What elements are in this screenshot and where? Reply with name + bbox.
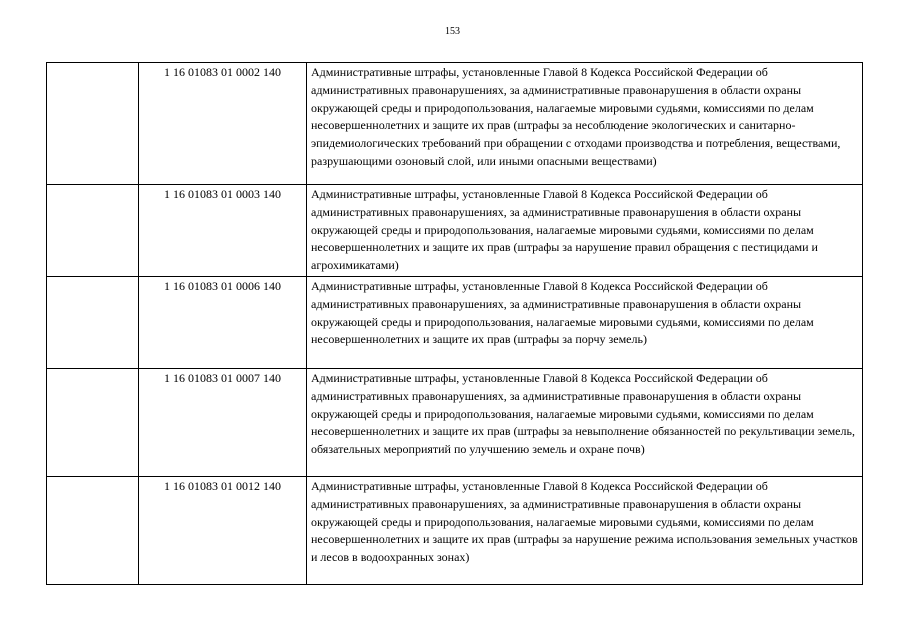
description-cell: Административные штрафы, установленные Главой 8 Кодекса Российской Федерации об административных правонарушениях, за административные правонарушения в области охраны окружающей среды и природопользования, налагаемые мировыми судьями, комиссиями по делам несовершеннолетних и защите их прав (штрафы за несоблюдение экологических и санитарно-эпидемиологических требований при обращении с отходами производства и потребления, веществами, разрушающими озоновый слой, или иными опасными веществами) — [307, 63, 863, 185]
admin-code-cell — [47, 185, 139, 277]
description-cell: Административные штрафы, установленные Главой 8 Кодекса Российской Федерации об административных правонарушениях, за административные правонарушения в области охраны окружающей среды и природопользования, налагаемые мировыми судьями, комиссиями по делам несовершеннолетних и защите их прав (штрафы за порчу земель) — [307, 277, 863, 369]
admin-code-cell — [47, 277, 139, 369]
table-row — [47, 63, 863, 185]
budget-code-table — [46, 62, 863, 585]
budget-code-cell: 1 16 01083 01 0002 140 — [139, 63, 307, 185]
admin-code-cell — [47, 477, 139, 585]
budget-code-cell: 1 16 01083 01 0012 140 — [139, 477, 307, 585]
budget-code-cell: 1 16 01083 01 0006 140 — [139, 277, 307, 369]
admin-code-cell — [47, 369, 139, 477]
budget-code-cell: 1 16 01083 01 0007 140 — [139, 369, 307, 477]
table-row — [47, 369, 863, 477]
table-row — [47, 277, 863, 369]
description-cell: Административные штрафы, установленные Главой 8 Кодекса Российской Федерации об административных правонарушениях, за административные правонарушения в области охраны окружающей среды и природопользования, налагаемые мировыми судьями, комиссиями по делам несовершеннолетних и защите их прав (штрафы за невыполнение обязанностей по рекультивации земель, обязательных мероприятий по улучшению земель и охране почв) — [307, 369, 863, 477]
admin-code-cell — [47, 63, 139, 185]
page-number: 153 — [445, 26, 460, 37]
table-row — [47, 185, 863, 277]
description-cell: Административные штрафы, установленные Главой 8 Кодекса Российской Федерации об административных правонарушениях, за административные правонарушения в области охраны окружающей среды и природопользования, налагаемые мировыми судьями, комиссиями по делам несовершеннолетних и защите их прав (штрафы за нарушение режима использования земельных участков и лесов в водоохранных зонах) — [307, 477, 863, 585]
budget-code-cell: 1 16 01083 01 0003 140 — [139, 185, 307, 277]
table-row — [47, 477, 863, 585]
description-cell: Административные штрафы, установленные Главой 8 Кодекса Российской Федерации об административных правонарушениях, за административные правонарушения в области охраны окружающей среды и природопользования, налагаемые мировыми судьями, комиссиями по делам несовершеннолетних и защите их прав (штрафы за нарушение правил обращения с пестицидами и агрохимикатами) — [307, 185, 863, 277]
